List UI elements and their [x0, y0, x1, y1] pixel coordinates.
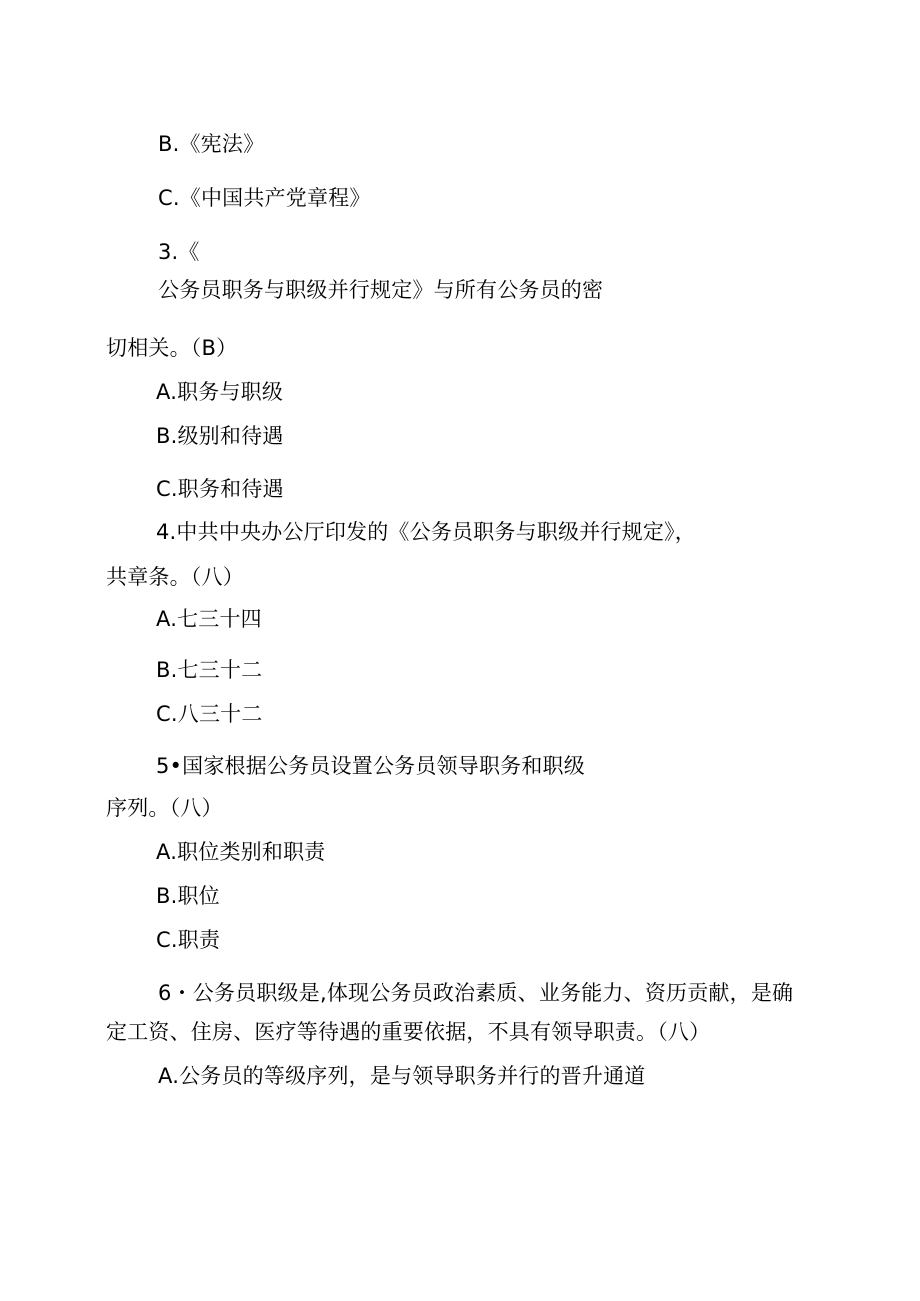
question-3-text: 公务员职务与职级并行规定》与所有公务员的密 — [158, 278, 604, 302]
q3-option-c: C.职务和待遇 — [156, 477, 284, 501]
q4-option-b: B.七三十二 — [156, 658, 263, 682]
question-4-text-continued: 共章条。（八） — [106, 565, 244, 589]
q3-option-b: B.级别和待遇 — [156, 424, 284, 448]
question-3-number: 3.《 — [158, 240, 200, 264]
q5-option-a: A.职位类别和职责 — [156, 840, 326, 864]
option-c-party-constitution: C.《中国共产党章程》 — [158, 186, 371, 210]
question-6-text: 6・公务员职级是,体现公务员政治素质、业务能力、资历贡献，是确 — [158, 981, 794, 1005]
question-6-text-continued: 定工资、住房、医疗等待遇的重要依据，不具有领导职责。（八） — [106, 1020, 711, 1044]
q4-option-c: C.八三十二 — [156, 702, 263, 726]
question-5-text-continued: 序列。（八） — [106, 796, 223, 820]
q4-option-a: A.七三十四 — [156, 607, 262, 631]
q3-option-a: A.职务与职级 — [156, 380, 284, 404]
option-b-constitution: B.《宪法》 — [158, 132, 265, 156]
question-4-text: 4.中共中央办公厅印发的《公务员职务与职级并行规定》， — [156, 520, 696, 544]
q6-option-a: A.公务员的等级序列，是与领导职务并行的晋升通道 — [158, 1064, 646, 1088]
q5-option-c: C.职责 — [156, 928, 221, 952]
question-3-text-continued: 切相关。（B） — [106, 336, 238, 360]
q5-option-b: B.职位 — [156, 884, 220, 908]
question-5-text: 5•国家根据公务员设置公务员领导职务和职级 — [156, 754, 585, 778]
